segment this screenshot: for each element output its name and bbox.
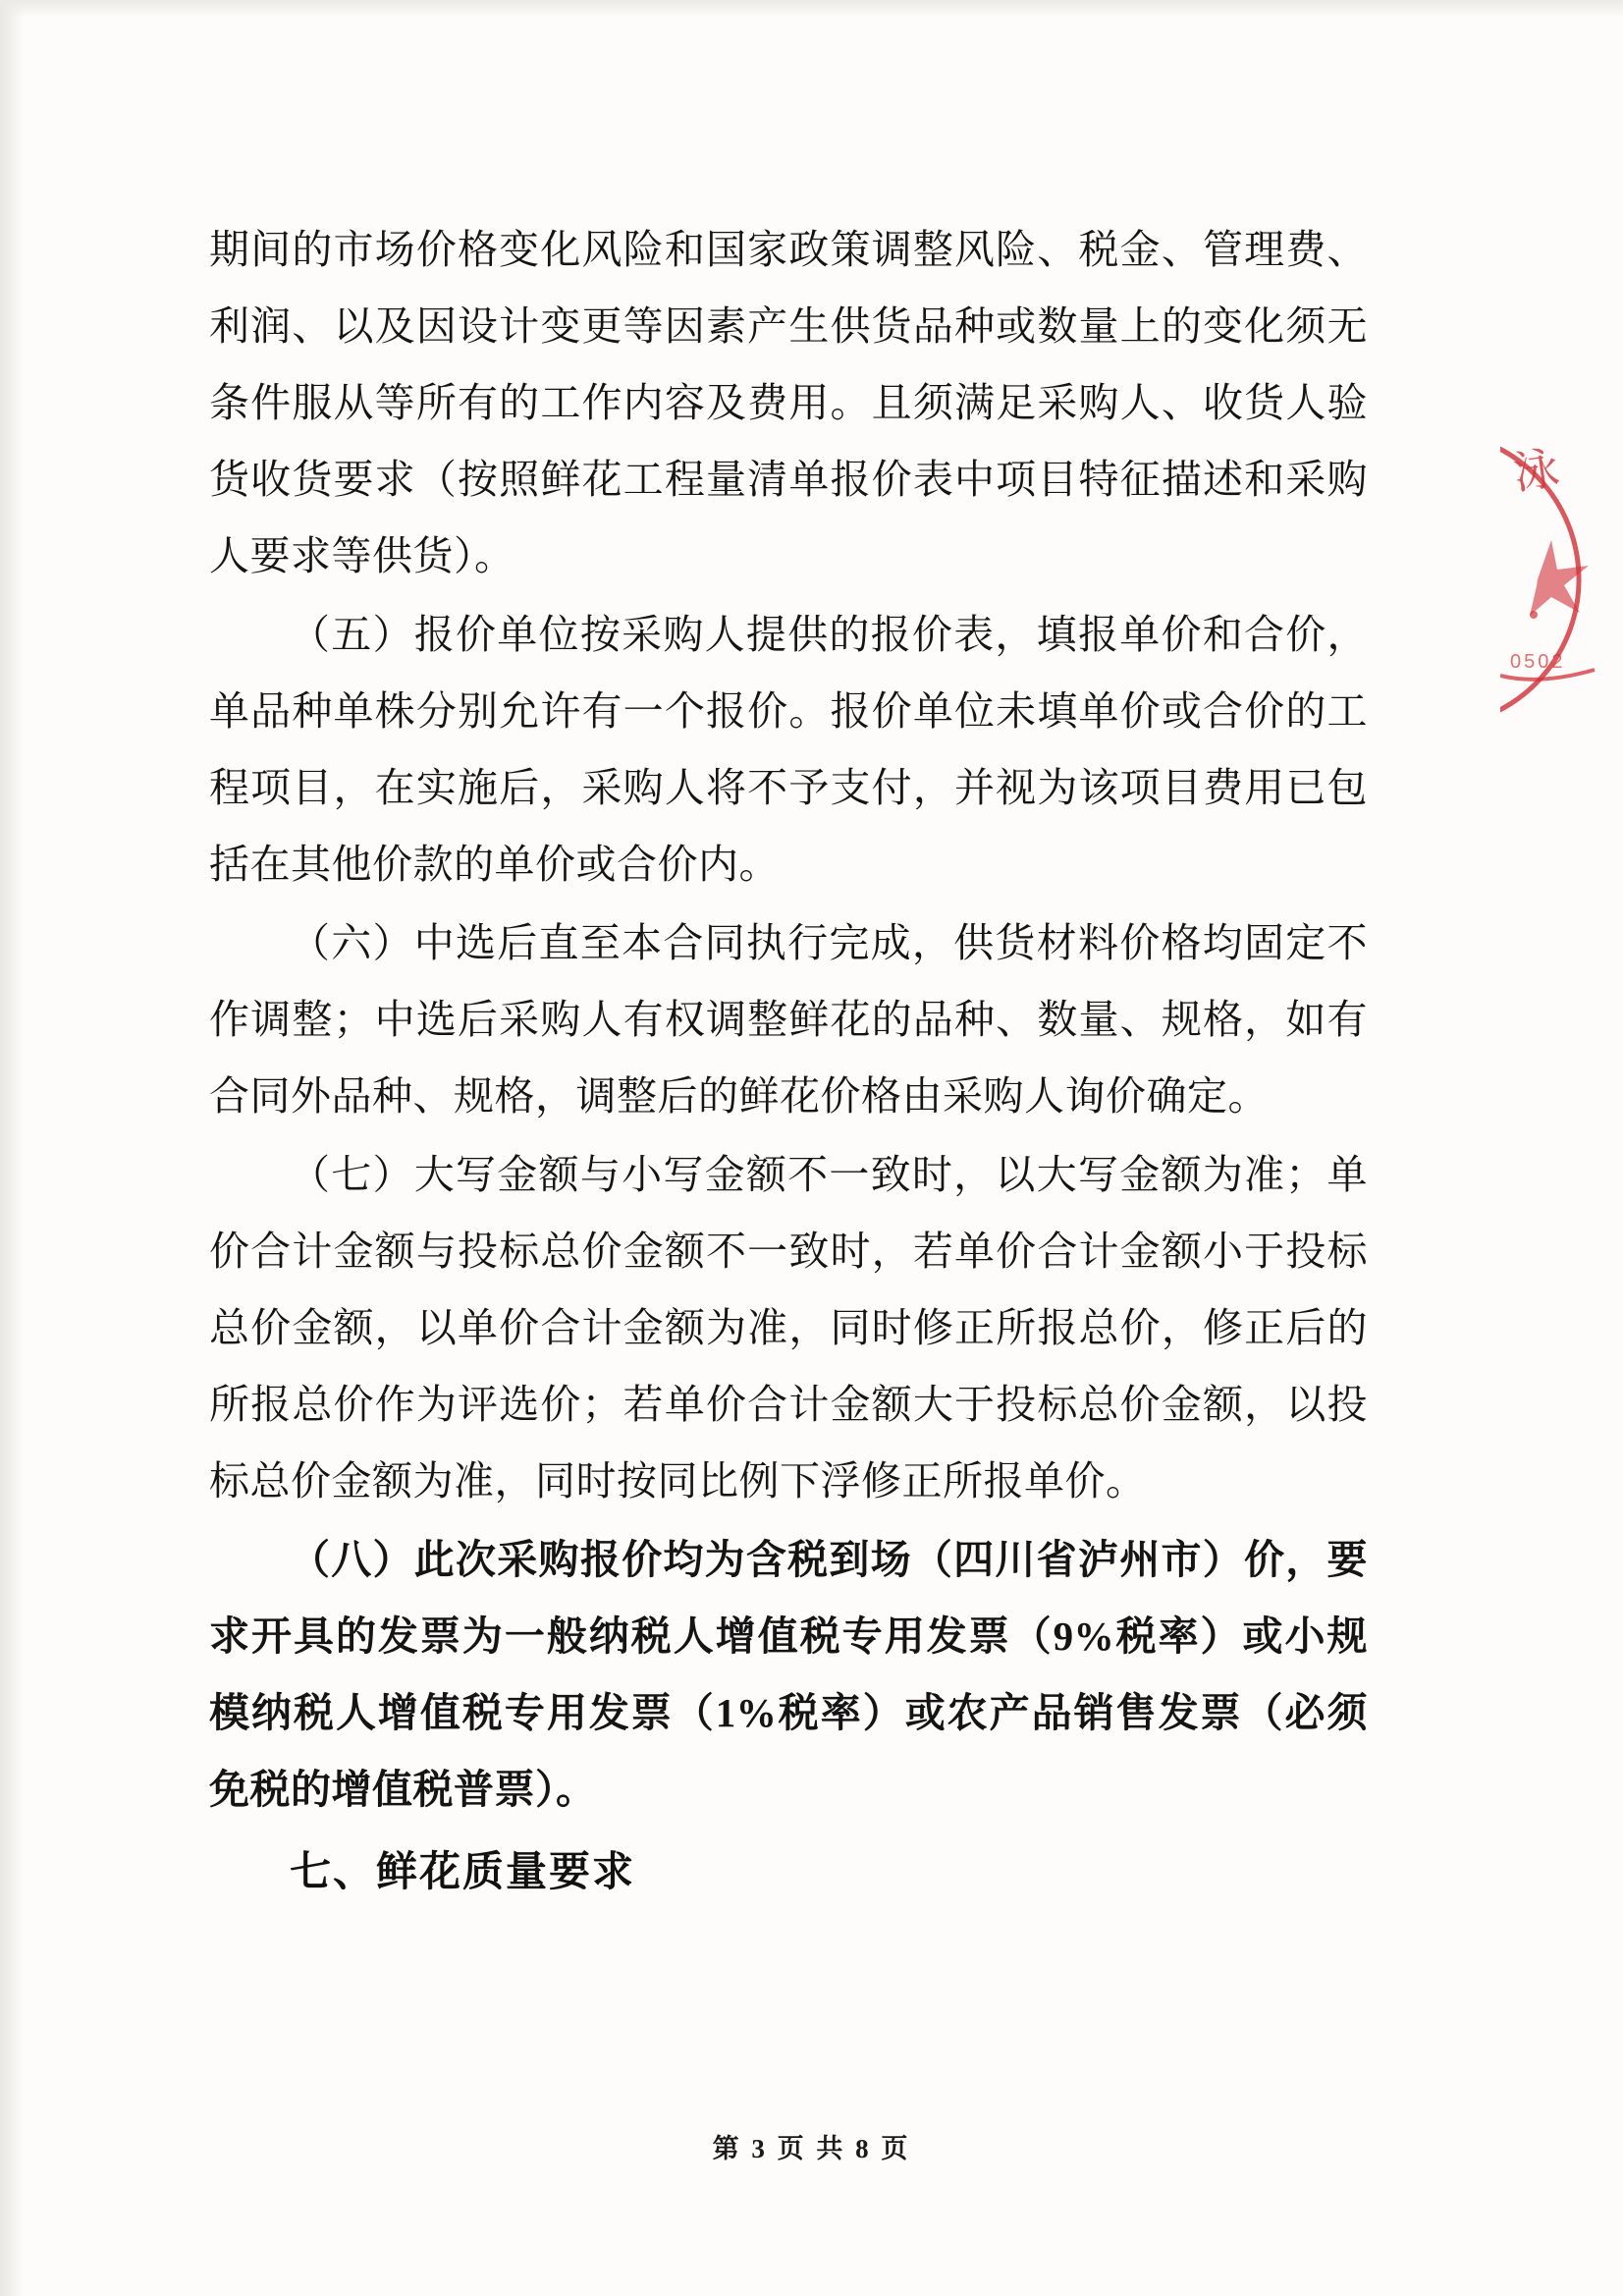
section-heading-seven: 七、鲜花质量要求: [290, 1850, 636, 1895]
svg-text:0502: 0502: [1510, 651, 1566, 673]
paragraph-item-five: （五）报价单位按采购人提供的报价表，填报单价和合价，单品种单株分别允许有一个报价。报价单位未填单价或合价的工程项目，在实施后，采购人将不予支付，并视为该项目费用已包括在其他价款的单价或合价内。: [209, 612, 1368, 887]
red-official-seal-icon: [1500, 422, 1623, 737]
paragraph-item-eight: （八）此次采购报价均为含税到场（四川省泸州市）价，要求开具的发票为一般纳税人增值税专用发票（9%税率）或小规模纳税人增值税专用发票（1%税率）或农产品销售发票（必须免税的增值税普票）。: [209, 1537, 1368, 1812]
paragraph-item-seven: （七）大写金额与小写金额不一致时，以大写金额为准；单价合计金额与投标总价金额不一致时，若单价合计金额小于投标总价金额，以单价合计金额为准，同时修正所报总价，修正后的所报总价作为评选价；若单价合计金额大于投标总价金额，以投标总价金额为准，同时按同比例下浮修正所报单价。: [209, 1152, 1368, 1503]
scan-edge-shading-top: [0, 0, 1623, 18]
paragraph-item-six: （六）中选后直至本合同执行完成，供货材料价格均固定不作调整；中选后采购人有权调整鲜花的品种、数量、规格，如有合同外品种、规格，调整后的鲜花价格由采购人询价确定。: [209, 920, 1368, 1119]
document-body: [209, 211, 1368, 1912]
scan-edge-shading-left: [0, 0, 24, 2296]
svg-text:泳: 泳: [1510, 442, 1562, 499]
paragraph-continued: 期间的市场价格变化风险和国家政策调整风险、税金、管理费、利润、以及因设计变更等因素产生供货品种或数量上的变化须无条件服从等所有的工作内容及费用。且须满足采购人、收货人验货收货要求（按照鲜花工程量清单报价表中项目特征描述和采购人要求等供货）。: [209, 227, 1368, 578]
page-footer: 第 3 页 共 8 页: [712, 2134, 911, 2163]
